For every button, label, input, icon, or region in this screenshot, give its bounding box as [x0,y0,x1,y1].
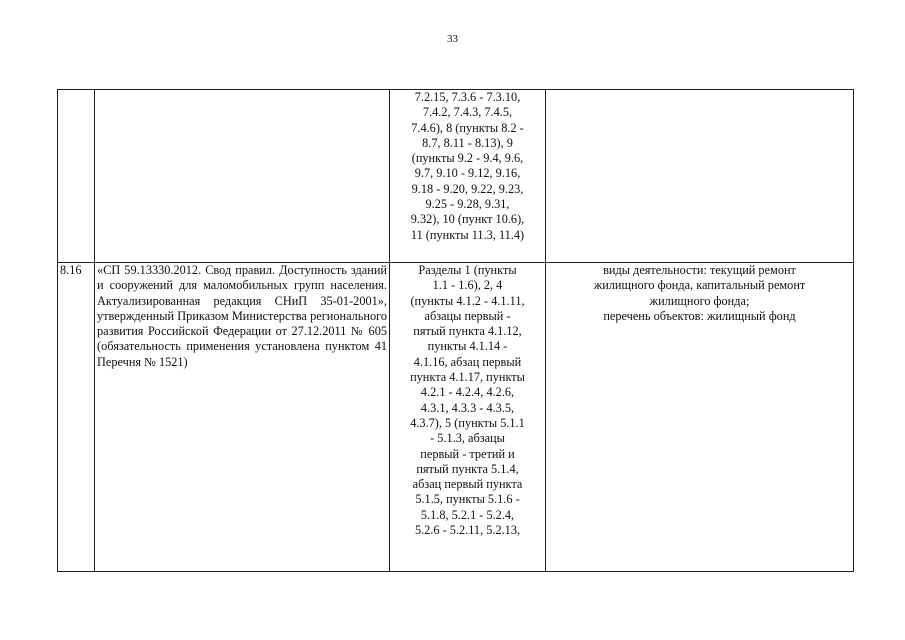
sections-line: 9.32), 10 (пункт 10.6), [410,212,525,227]
sections-line: 9.25 - 9.28, 9.31, [425,197,510,212]
sections-line: Разделы 1 (пункты [418,263,517,277]
activity-line: жилищного фонда; [649,293,750,308]
sections-line: пункта 4.1.17, пункты [410,370,525,385]
sections-line: 9.7, 9.10 - 9.12, 9.16, [414,166,521,181]
sections-cell [390,90,546,263]
table-row [58,263,854,572]
activity-line: виды деятельности: текущий ремонт [603,263,796,277]
sections-line: первый - третий и [420,446,515,461]
sections-line: 7.2.15, 7.3.6 - 7.3.10, [414,90,521,104]
sections-line: 5.1.5, пункты 5.1.6 - [415,492,520,507]
sections-line: (пункты 4.1.2 - 4.1.11, [410,293,525,308]
table-row [58,90,854,263]
sections-line: пятый пункта 4.1.12, [413,324,522,339]
requirements-table [57,89,854,572]
document-cell [95,263,390,572]
sections-line: 4.3.1, 4.3.3 - 4.3.5, [420,400,515,415]
page-number: 33 [447,33,458,45]
sections-line: пятый пункта 5.1.4, [416,461,519,476]
activity-cell [546,90,854,263]
sections-line: 4.3.7), 5 (пункты 5.1.1 [410,415,525,430]
sections-line: 5.1.8, 5.2.1 - 5.2.4, [420,507,515,522]
sections-line: абзац первый пункта [412,477,523,492]
sections-line: 7.4.2, 7.4.3, 7.4.5, [422,105,513,120]
sections-line: 8.7, 8.11 - 8.13), 9 [422,135,513,150]
sections-line: 4.1.16, абзац первый [413,354,522,369]
activity-cell [546,263,854,572]
sections-line: 11 (пункты 11.3, 11.4) [410,227,525,242]
document-text: «СП 59.13330.2012. Свод правил. Доступность зданий и сооружений для маломобильных групп населения. Актуализированная редакция СНиП 35-01-2001», утвержденный Приказом Министерства регионального развития Российской Федерации от 27.12.2011 № 605 (обязательность применения установлена пунктом 41 Перечня № 1521) [97,263,387,369]
sections-line: 9.18 - 9.20, 9.22, 9.23, [411,181,524,196]
sections-cell [390,263,546,572]
sections-line: 5.2.6 - 5.2.11, 5.2.13, [414,523,521,538]
document-cell [95,90,390,263]
row-number-cell [58,90,95,263]
sections-line: (пункты 9.2 - 9.4, 9.6, [411,151,524,166]
sections-line: 4.2.1 - 4.2.4, 4.2.6, [420,385,515,400]
sections-line: 1.1 - 1.6), 2, 4 [432,278,503,293]
sections-line: абзацы первый - [424,308,511,323]
activity-line: жилищного фонда, капитальный ремонт [593,278,806,293]
sections-line: - 5.1.3, абзацы [430,431,505,446]
sections-line: 7.4.6), 8 (пункты 8.2 - [411,120,524,135]
sections-line: пункты 4.1.14 - [427,339,508,354]
row-number-cell: 8.16 [58,263,95,572]
activity-line: перечень объектов: жилищный фонд [603,308,796,323]
